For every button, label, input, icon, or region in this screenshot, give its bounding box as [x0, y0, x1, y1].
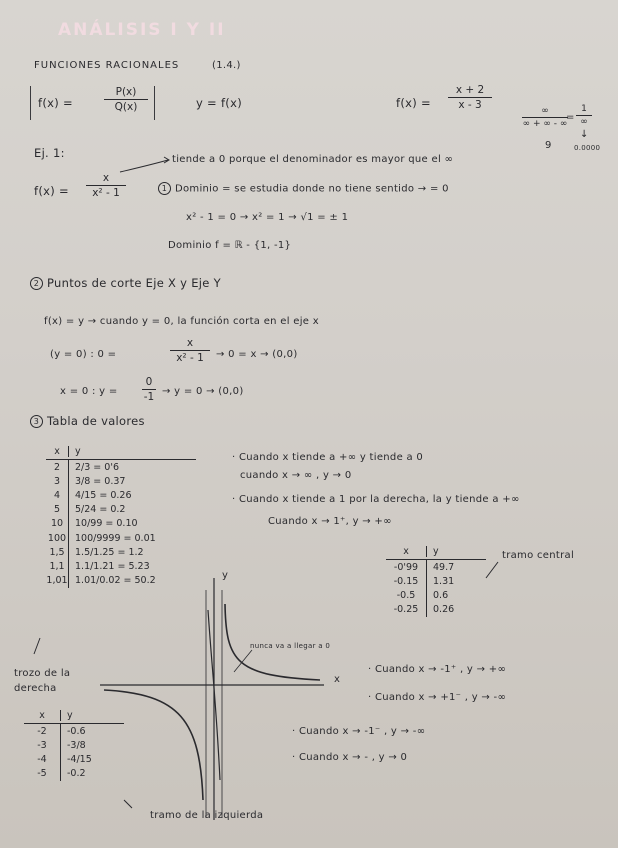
left-table-header [24, 710, 124, 724]
values-table-cell-y: 1.1/1.21 = 5.23 [68, 559, 150, 573]
step-1-text: Dominio = se estudia donde no tiene sentido → = 0 [175, 183, 449, 195]
values-table-cell-x: 1,01 [46, 575, 68, 587]
example-numerator: x + 2 [455, 84, 485, 96]
values-table-cell-x: 5 [53, 504, 61, 516]
header-x: x [54, 446, 60, 457]
values-table-cell-y: 1.5/1.25 = 1.2 [68, 545, 144, 559]
central-header-y: y [426, 546, 439, 557]
note-arrow [120, 160, 168, 172]
central-table-cell-x: -0.15 [393, 575, 419, 587]
graph-annotation: nunca va a llegar a 0 [250, 642, 331, 650]
left-table-row [24, 738, 124, 752]
header-y: y [68, 446, 81, 457]
values-table-cell-y: 10/99 = 0.10 [68, 517, 138, 531]
section-heading: FUNCIONES RACIONALES [34, 60, 180, 71]
one-denominator: ∞ [580, 117, 588, 127]
values-table-cell-y: 5/24 = 0.2 [68, 503, 125, 517]
step-2-number: 2 [30, 277, 43, 290]
page-title: ANÁLISIS I Y II [58, 20, 226, 40]
note-2: cuando x → ∞ , y → 0 [240, 470, 352, 481]
central-table-cell-y: 49.7 [426, 560, 454, 574]
values-table-cell-x: 2 [53, 461, 61, 473]
central-label: tramo central [502, 550, 575, 561]
central-table-cell-x: -0'99 [393, 561, 419, 573]
central-arrow [486, 562, 498, 578]
cut-calc-lhs: (y = 0) : 0 = [50, 349, 117, 360]
left-table-cell-x: -3 [37, 739, 47, 751]
def-numerator: P(x) [115, 86, 137, 98]
values-table-cell-y: 3/8 = 0.37 [68, 474, 125, 488]
example-denominator: x - 3 [458, 99, 482, 111]
graph-y-label: y [222, 570, 229, 581]
def-lhs: f(x) = [38, 96, 73, 110]
nine-note: 9 [545, 140, 552, 151]
left-table-cell-x: -2 [37, 725, 47, 737]
example-label: Ej. 1: [34, 146, 65, 160]
left-table [24, 710, 124, 781]
central-header-x: x [403, 546, 409, 557]
function-lhs: f(x) = [34, 184, 69, 198]
left-table-row [24, 752, 124, 766]
left-table-cell-y: -3/8 [60, 738, 86, 752]
annotation-arrow [234, 650, 252, 672]
cut-explanation: f(x) = y → cuando y = 0, la función corta en el eje x [44, 316, 319, 327]
step-3-number: 3 [30, 415, 43, 428]
central-table-cell-y: 1.31 [426, 574, 454, 588]
limit-4: · Cuando x → - , y → 0 [292, 752, 408, 763]
cut-calc-denominator: x² - 1 [176, 352, 204, 364]
limit-2: · Cuando x → +1⁻ , y → -∞ [368, 692, 507, 703]
left-branch-arrow [124, 800, 132, 808]
left-table-row [24, 767, 124, 781]
left-header-x: x [39, 710, 45, 721]
cut-calc-numerator: x [186, 337, 194, 349]
left-table-row [24, 724, 124, 738]
right-branch-label: trozo de la derecha [14, 668, 71, 694]
left-table-cell-x: -5 [37, 768, 47, 780]
central-table-cell-y: 0.6 [426, 588, 448, 602]
central-table-cell-y: 0.26 [426, 603, 454, 617]
values-table-cell-x: 100 [47, 532, 67, 544]
values-table-cell-x: 4 [53, 489, 61, 501]
values-table-cell-x: 3 [53, 475, 61, 487]
left-table-cell-x: -4 [37, 753, 47, 765]
right-branch-arrow [34, 638, 40, 654]
left-table-cell-y: -0.2 [60, 767, 86, 781]
values-table-cell-y: 2/3 = 0'6 [68, 460, 119, 474]
function-numerator: x [102, 172, 110, 184]
values-table-cell-y: 100/9999 = 0.01 [68, 531, 156, 545]
values-table-cell-y: 4/15 = 0.26 [68, 488, 132, 502]
graph-x-label: x [334, 674, 341, 685]
equals-sign: = [566, 112, 575, 123]
left-table-cell-y: -4/15 [60, 752, 92, 766]
step-2-text: Puntos de corte Eje X y Eje Y [47, 276, 221, 290]
limit-1: · Cuando x → -1⁺ , y → +∞ [368, 664, 507, 675]
def-y-equation: y = f(x) [196, 96, 242, 110]
zero-value: 0.0000 [574, 144, 601, 152]
function-denominator: x² - 1 [92, 187, 120, 199]
note-4: Cuando x → 1⁺, y → +∞ [268, 516, 392, 527]
down-arrow: ↓ [580, 129, 589, 140]
values-table-cell-x: 1,1 [49, 560, 65, 572]
values-table-cell-x: 10 [50, 518, 64, 530]
left-header-y: y [60, 710, 73, 721]
central-table-cell-x: -0.25 [393, 604, 419, 616]
left-branch-label: tramo de la izquierda [150, 810, 264, 821]
def-denominator: Q(x) [114, 101, 138, 113]
values-table-cell-x: 1,5 [49, 546, 65, 558]
step-1-number: 1 [158, 182, 171, 195]
cut-calc-rhs: → 0 = x → (0,0) [216, 349, 298, 360]
domain-result: Dominio f = ℝ - {1, -1} [168, 240, 292, 251]
one-numerator: 1 [581, 104, 587, 114]
domain-equation: x² - 1 = 0 → x² = 1 → √1 = ± 1 [186, 212, 349, 223]
example-lhs: f(x) = [396, 96, 431, 110]
cut-x0-lhs: x = 0 : y = [60, 386, 118, 397]
note-1: · Cuando x tiende a +∞ y tiende a 0 [232, 452, 424, 463]
left-table-body [24, 724, 124, 781]
infinity-numerator: ∞ [541, 106, 549, 116]
denominator-note: tiende a 0 porque el denominador es mayor que el ∞ [172, 154, 454, 165]
limit-3: · Cuando x → -1⁻ , y → -∞ [292, 726, 426, 737]
step-3-text: Tabla de valores [47, 414, 145, 428]
cut-x0-rhs: → y = 0 → (0,0) [162, 386, 244, 397]
left-table-cell-y: -0.6 [60, 724, 86, 738]
values-table-cell-y: 1.01/0.02 = 50.2 [68, 574, 156, 588]
section-ref: (1.4.) [212, 60, 241, 71]
infinity-denominator: ∞ + ∞ - ∞ [522, 119, 568, 129]
central-table-cell-x: -0.5 [396, 589, 416, 601]
cut-x0-denominator: -1 [143, 391, 155, 403]
cut-x0-numerator: 0 [145, 376, 153, 388]
note-3: · Cuando x tiende a 1 por la derecha, la y tiende a +∞ [232, 494, 520, 505]
